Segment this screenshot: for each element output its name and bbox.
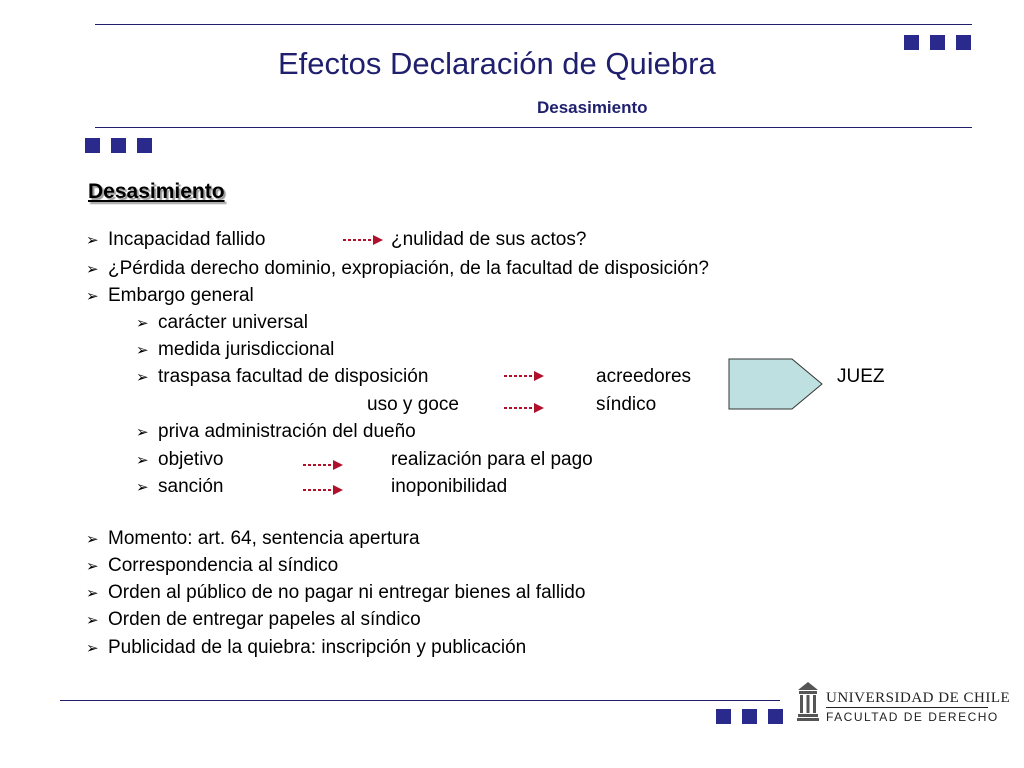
bullet-arrow-icon: ➢ [86,261,99,278]
university-seal-icon [796,680,820,722]
dotted-arrow-icon [343,234,383,246]
bullet-momento [86,528,420,551]
bullet-arrow-icon: ➢ [86,531,99,548]
dotted-arrow-icon [303,484,343,496]
bullet-correspondencia [86,555,338,578]
bullet-text: Correspondencia al síndico [108,555,339,576]
faculty-name: FACULTAD DE DERECHO [826,710,999,724]
dotted-arrow-icon [504,370,544,382]
sub-bullet-objetivo [136,449,224,472]
bullet-text: Orden al público de no pagar ni entregar bienes al fallido [108,582,586,603]
bullet-arrow-icon: ➢ [86,585,99,602]
title-rule [95,127,972,128]
decorative-square-icon [111,138,126,153]
result-inoponibilidad: inoponibilidad [391,476,508,497]
bullet-arrow-icon: ➢ [86,288,99,305]
bullet-arrow-icon: ➢ [136,369,149,386]
decorative-square-icon [768,709,783,724]
dotted-arrow-icon [303,459,343,471]
decorative-square-icon [930,35,945,50]
bullet-perdida [86,258,709,281]
university-name: UNIVERSIDAD DE CHILE [826,690,1011,706]
bullet-text: objetivo [158,449,224,470]
sub-bullet-uso-goce: uso y goce [367,394,459,415]
bullet-text: Publicidad de la quiebra: inscripción y publicación [108,637,527,658]
sub-bullet-sancion [136,476,224,499]
decorative-square-icon [85,138,100,153]
decorative-square-icon [742,709,757,724]
bullet-text: sanción [158,476,224,497]
bullet-arrow-icon: ➢ [136,479,149,496]
bullet-text: medida jurisdiccional [158,339,335,360]
bullet-arrow-icon: ➢ [136,452,149,469]
result-realizacion: realización para el pago [391,449,593,470]
bullet-arrow-icon: ➢ [136,315,149,332]
slide-title: Efectos Declaración de Quiebra [278,46,716,81]
bullet-text: Momento: art. 64, sentencia apertura [108,528,420,549]
bullet-arrow-icon: ➢ [86,612,99,629]
bullet-orden-publico [86,582,585,605]
decorative-square-icon [137,138,152,153]
result-sindico: síndico [596,394,657,415]
bullet-orden-papeles [86,609,421,632]
bullet-text: carácter universal [158,312,308,333]
decorative-square-icon [904,35,919,50]
bullet-text: Embargo general [108,285,254,306]
sub-bullet-priva [136,421,416,444]
bullet-arrow-icon: ➢ [86,558,99,575]
footer-rule [60,700,780,701]
bullet-text: Orden de entregar papeles al síndico [108,609,421,630]
arrow-box-shape [728,358,824,410]
sub-bullet-traspasa [136,366,428,389]
logo-rule [826,707,988,708]
bullet-incapacidad [86,229,265,252]
section-heading: Desasimiento [88,180,225,203]
dotted-arrow-icon [504,402,544,414]
slide-subtitle: Desasimiento [537,98,648,117]
bullet-publicidad [86,637,526,660]
top-rule [95,24,972,25]
bullet-text: ¿Pérdida derecho dominio, expropiación, de la facultad de disposición? [108,258,709,279]
bullet-text: priva administración del dueño [158,421,416,442]
bullet-text: Incapacidad fallido [108,229,266,250]
bullet-text: traspasa facultad de disposición [158,366,429,387]
sub-bullet-caracter [136,312,308,335]
bullet-arrow-icon: ➢ [136,424,149,441]
sub-bullet-medida [136,339,334,362]
bullet-arrow-icon: ➢ [86,232,99,249]
result-juez: JUEZ [837,366,885,387]
bullet-embargo [86,285,254,308]
bullet-arrow-icon: ➢ [136,342,149,359]
result-acreedores: acreedores [596,366,692,387]
decorative-square-icon [956,35,971,50]
decorative-square-icon [716,709,731,724]
bullet-arrow-icon: ➢ [86,640,99,657]
bullet-result: ¿nulidad de sus actos? [391,229,587,250]
